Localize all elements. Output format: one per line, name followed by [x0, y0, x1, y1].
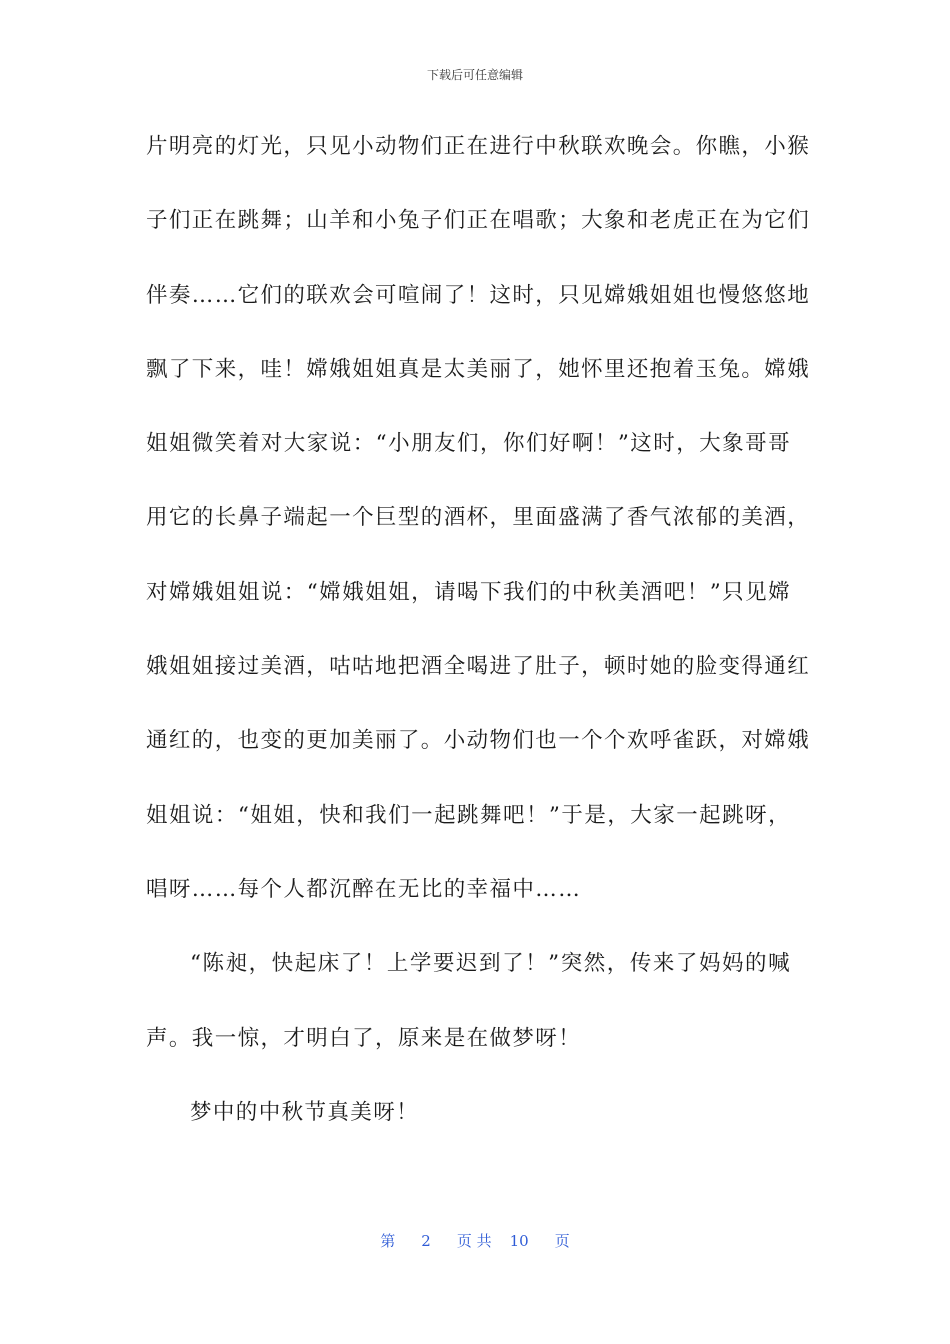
paragraph-line: 用它的长鼻子端起一个巨型的酒杯，里面盛满了香气浓郁的美酒，: [146, 505, 811, 531]
footer-suffix: 页: [554, 1232, 570, 1250]
paragraph-line: 姐姐说：“姐姐，快和我们一起跳舞吧！”于是，大家一起跳呀，: [146, 802, 791, 828]
paragraph-line: 伴奏……它们的联欢会可喧闹了！这时，只见嫦娥姐姐也慢悠悠地: [146, 282, 811, 308]
paragraph-line: 通红的，也变的更加美丽了。小动物们也一个个欢呼雀跃，对嫦娥: [146, 728, 811, 754]
footer-current-page: 2: [421, 1232, 431, 1250]
paragraph-line: 声。我一惊，才明白了，原来是在做梦呀！: [146, 1025, 582, 1051]
footer-prefix: 第: [380, 1232, 396, 1250]
page-footer: [0, 1230, 950, 1251]
paragraph-line: 唱呀……每个人都沉醉在无比的幸福中……: [146, 876, 582, 902]
paragraph-line: 姐姐微笑着对大家说：“小朋友们，你们好啊！”这时，大象哥哥: [146, 431, 791, 457]
paragraph-line: 娥姐姐接过美酒，咕咕地把酒全喝进了肚子，顿时她的脸变得通红: [146, 654, 811, 680]
footer-total-pages: 10: [509, 1232, 529, 1250]
document-body: [146, 128, 811, 1168]
paragraph-line: 子们正在跳舞；山羊和小兔子们正在唱歌；大象和老虎正在为它们: [146, 208, 811, 234]
page-header: 下载后可任意编辑: [426, 68, 523, 82]
paragraph-line: 对嫦娥姐姐说：“嫦娥姐姐，请喝下我们的中秋美酒吧！”只见嫦: [146, 579, 791, 605]
paragraph-line: “陈昶，快起床了！上学要迟到了！”突然，传来了妈妈的喊: [190, 951, 791, 977]
paragraph-line: 片明亮的灯光，只见小动物们正在进行中秋联欢晚会。你瞧，小猴: [146, 134, 811, 159]
paragraph-line: 飘了下来，哇！嫦娥姐姐真是太美丽了，她怀里还抱着玉兔。嫦娥: [146, 356, 811, 382]
footer-middle: 页 共: [456, 1232, 492, 1250]
paragraph-line: 梦中的中秋节真美呀！: [190, 1099, 420, 1125]
